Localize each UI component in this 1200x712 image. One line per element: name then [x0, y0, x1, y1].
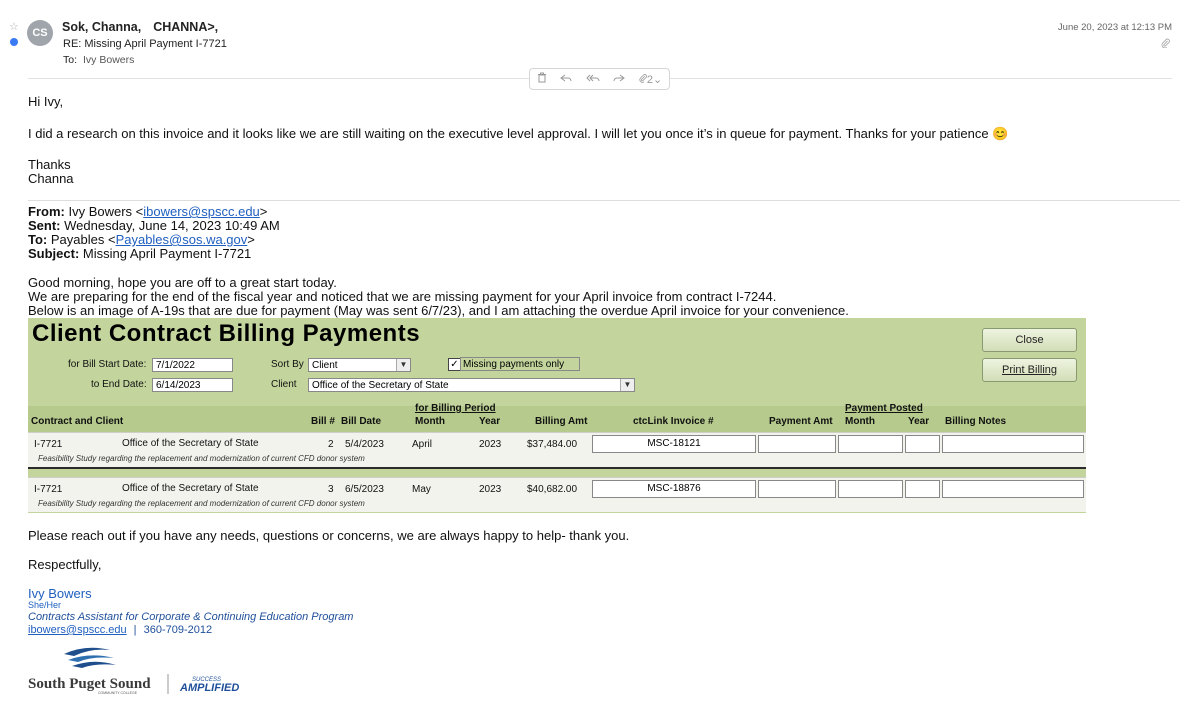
billing-payments-image	[28, 318, 1086, 513]
row-note: Feasibility Study regarding the replacement and modernization of current CFD donor system	[38, 454, 365, 463]
client-value: Office of the Secretary of State	[312, 380, 449, 391]
start-date-label: for Bill Start Date:	[68, 359, 147, 370]
row-posted-year-field	[905, 480, 940, 498]
end-date-label: to End Date:	[91, 379, 147, 390]
signature-phone: 360-709-2012	[143, 624, 213, 636]
reply-all-icon[interactable]	[586, 73, 600, 86]
row-contract: I-7721	[34, 439, 63, 450]
quote-divider	[28, 200, 1180, 201]
to-label-quoted: To:	[28, 232, 48, 247]
quoted-after-1: Please reach out if you have any needs, questions or concerns, we are always happy to help- thank you.	[28, 528, 630, 543]
row-invoice-field: MSC-18121	[592, 435, 756, 453]
sender	[62, 20, 218, 34]
quoted-subject	[28, 247, 251, 262]
row-year: 2023	[479, 484, 502, 495]
signature-email-link[interactable]: ibowers@spscc.edu	[28, 624, 127, 636]
star-icon[interactable]: ☆	[9, 21, 19, 33]
subject-label: Subject:	[28, 246, 80, 261]
close-button: Close	[982, 328, 1077, 352]
col-year: Year	[479, 416, 501, 427]
subject-value: Missing April Payment I-7721	[82, 246, 252, 261]
row-client: Office of the Secretary of State	[122, 438, 259, 449]
col-bill-date: Bill Date	[341, 416, 382, 427]
row-month: May	[412, 484, 431, 495]
row-invoice-field: MSC-18876	[592, 480, 756, 498]
end-date-field: 6/14/2023	[152, 378, 233, 392]
row-bill-date: 5/4/2023	[345, 439, 384, 450]
from-email-link[interactable]: ibowers@spscc.edu	[143, 204, 260, 219]
logo-subtitle: COMMUNITY COLLEGE	[98, 691, 138, 695]
sent-value: Wednesday, June 14, 2023 10:49 AM	[64, 218, 280, 233]
email-subject: RE: Missing April Payment I-7721	[63, 38, 227, 50]
chevron-down-icon: ⌄	[653, 73, 663, 86]
sort-by-select	[308, 358, 411, 372]
row-payment-amt-field	[758, 435, 836, 453]
quoted-after-2: Respectfully,	[28, 557, 102, 572]
dropdown-arrow-icon: ▼	[620, 379, 634, 391]
sort-by-value: Client	[312, 360, 338, 371]
signature-separator: |	[133, 624, 137, 636]
row-billing-amt: $37,484.00	[527, 439, 578, 450]
row-payment-amt-field	[758, 480, 836, 498]
email-date: June 20, 2023 at 12:13 PM	[1057, 22, 1172, 33]
dropdown-arrow-icon: ▼	[396, 359, 410, 371]
col-posted-year: Year	[908, 416, 930, 427]
row-notes-field	[942, 480, 1084, 498]
email-header	[0, 0, 1200, 86]
signature-title: Contracts Assistant for Corporate & Continuing Education Program	[28, 611, 354, 623]
to-end: >	[247, 232, 255, 247]
sent-label: Sent:	[28, 218, 61, 233]
row-bill-number: 2	[328, 439, 334, 450]
row-month: April	[412, 439, 433, 450]
to-name-quoted: Payables <	[50, 232, 116, 247]
quoted-line-2: We are preparing for the end of the fiscal year and noticed that we are missing payment for your April invoice from contract I-7244.	[28, 289, 777, 304]
reply-sender-name: Channa	[28, 171, 74, 186]
row-year: 2023	[479, 439, 502, 450]
from-name: Ivy Bowers <	[68, 204, 144, 219]
col-posted-month: Month	[845, 416, 875, 427]
logo-tagline-1: SUCCESS	[192, 677, 222, 683]
form-title: Client Contract Billing Payments	[32, 320, 421, 347]
logo-tagline-2: AMPLIFIED	[180, 682, 240, 694]
reply-closing: Thanks	[28, 157, 71, 172]
reply-message: I did a research on this invoice and it looks like we are still waiting on the executive level approval. I will let you once it’s in queue for payment. Thanks for your patience 😊	[28, 126, 1009, 141]
college-logo	[28, 644, 268, 696]
quoted-line-3: Below is an image of A-19s that are due for payment (May was sent 6/7/23), and I am attaching the overdue April invoice for your convenience.	[28, 303, 849, 318]
col-contract-client: Contract and Client	[31, 416, 124, 427]
print-billing-label: Print Billing	[1001, 364, 1058, 376]
quoted-line-1: Good morning, hope you are off to a great start today.	[28, 275, 337, 290]
sender-name: Sok, Channa,	[62, 20, 142, 34]
unread-dot-icon	[10, 38, 18, 46]
col-ctclink-invoice: ctcLink Invoice #	[633, 416, 714, 427]
signature-name: Ivy Bowers	[28, 586, 92, 601]
missing-payments-label: Missing payments only	[460, 357, 580, 371]
reply-icon[interactable]	[560, 73, 572, 86]
forward-icon[interactable]	[613, 73, 625, 86]
avatar: CS	[27, 20, 53, 46]
row-contract: I-7721	[34, 484, 63, 495]
sort-by-label: Sort By	[271, 359, 304, 370]
logo-wordmark: South Puget Sound	[28, 676, 151, 692]
col-month: Month	[415, 416, 445, 427]
print-billing-button	[982, 358, 1077, 382]
table-row	[28, 432, 1086, 467]
col-payment-posted: Payment Posted	[845, 403, 923, 414]
attachments-menu-button[interactable]	[639, 73, 662, 86]
attachment-icon	[1161, 38, 1170, 51]
col-billing-notes: Billing Notes	[945, 416, 1007, 427]
row-bill-date: 6/5/2023	[345, 484, 384, 495]
greeting: Hi Ivy,	[28, 94, 64, 109]
from-label: From:	[28, 204, 65, 219]
row-bill-number: 3	[328, 484, 334, 495]
recipient-line	[63, 54, 134, 66]
row-billing-amt: $40,682.00	[527, 484, 578, 495]
row-client: Office of the Secretary of State	[122, 483, 259, 494]
start-date-field: 7/1/2022	[152, 358, 233, 372]
col-billing-period: for Billing Period	[415, 403, 496, 414]
trash-icon[interactable]	[537, 72, 547, 86]
row-posted-month-field	[838, 480, 903, 498]
row-divider	[28, 467, 1086, 469]
client-label: Client	[271, 379, 297, 390]
row-notes-field	[942, 435, 1084, 453]
row-posted-month-field	[838, 435, 903, 453]
client-select	[308, 378, 635, 392]
row-note: Feasibility Study regarding the replacement and modernization of current CFD donor system	[38, 499, 365, 508]
sender-alias: CHANNA>,	[153, 20, 219, 34]
attachment-count: 2	[646, 73, 654, 86]
message-toolbar	[529, 68, 670, 90]
table-row	[28, 477, 1086, 512]
col-bill-number: Bill #	[311, 416, 335, 427]
to-label: To:	[63, 54, 78, 66]
row-posted-year-field	[905, 435, 940, 453]
signature-pronouns: She/Her	[28, 600, 62, 610]
recipient-name[interactable]: Ivy Bowers	[83, 54, 135, 66]
col-payment-amt: Payment Amt	[769, 416, 833, 427]
col-billing-amt: Billing Amt	[535, 416, 588, 427]
missing-payments-checkbox: ✓	[448, 358, 461, 371]
from-end: >	[259, 204, 268, 219]
to-email-link[interactable]: Payables@sos.wa.gov	[115, 232, 248, 247]
signature-contact	[28, 624, 212, 636]
